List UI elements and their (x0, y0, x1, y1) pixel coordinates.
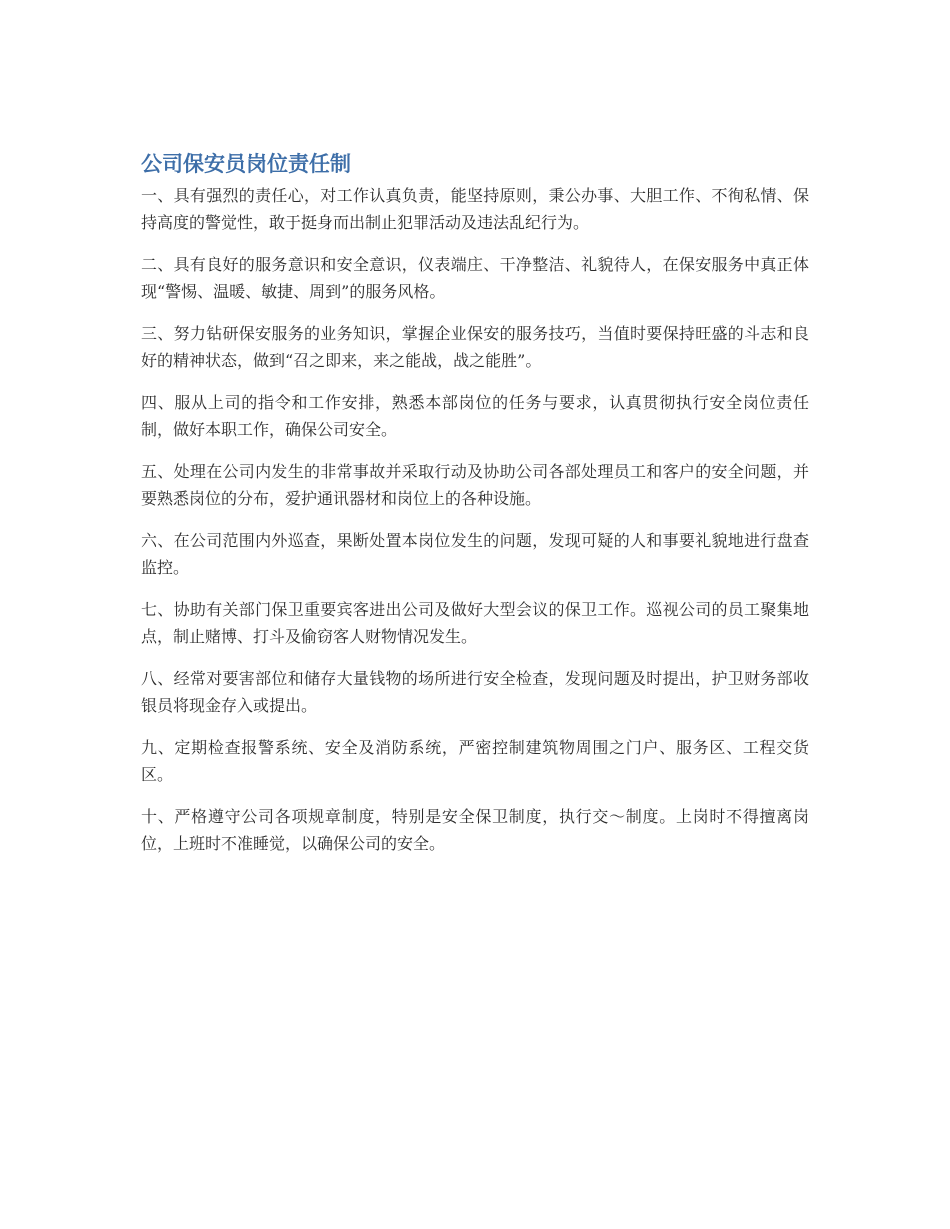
clause-4: 四、服从上司的指令和工作安排，熟悉本部岗位的任务与要求，认真贯彻执行安全岗位责任制，做好本职工作，确保公司安全。 (141, 393, 809, 439)
clause-3: 三、努力钻研保安服务的业务知识，掌握企业保安的服务技巧，当值时要保持旺盛的斗志和良好的精神状态，做到“召之即来，来之能战，战之能胜”。 (141, 324, 809, 370)
clause-5: 五、处理在公司内发生的非常事故并采取行动及协助公司各部处理员工和客户的安全问题，并要熟悉岗位的分布，爱护通讯器材和岗位上的各种设施。 (141, 462, 809, 508)
clause-9: 九、定期检查报警系统、安全及消防系统，严密控制建筑物周围之门户、服务区、工程交货区。 (141, 738, 809, 784)
clause-6: 六、在公司范围内外巡查，果断处置本岗位发生的问题，发现可疑的人和事要礼貌地进行盘查监控。 (141, 531, 809, 577)
document-title: 公司保安员岗位责任制 (141, 152, 351, 176)
clause-10: 十、严格遵守公司各项规章制度，特别是安全保卫制度，执行交～制度。上岗时不得擅离岗位，上班时不准睡觉，以确保公司的安全。 (141, 807, 809, 853)
clause-8: 八、经常对要害部位和储存大量钱物的场所进行安全检查，发现问题及时提出，护卫财务部收银员将现金存入或提出。 (141, 669, 809, 715)
clause-2: 二、具有良好的服务意识和安全意识，仪表端庄、干净整洁、礼貌待人，在保安服务中真正体现“警惕、温暖、敏捷、周到”的服务风格。 (141, 255, 809, 301)
clause-7: 七、协助有关部门保卫重要宾客进出公司及做好大型会议的保卫工作。巡视公司的员工聚集地点，制止赌博、打斗及偷窃客人财物情况发生。 (141, 600, 809, 646)
document-body (141, 150, 809, 857)
clause-1: 一、具有强烈的责任心，对工作认真负责，能坚持原则，秉公办事、大胆工作、不徇私情、保持高度的警觉性，敢于挺身而出制止犯罪活动及违法乱纪行为。 (141, 186, 809, 232)
